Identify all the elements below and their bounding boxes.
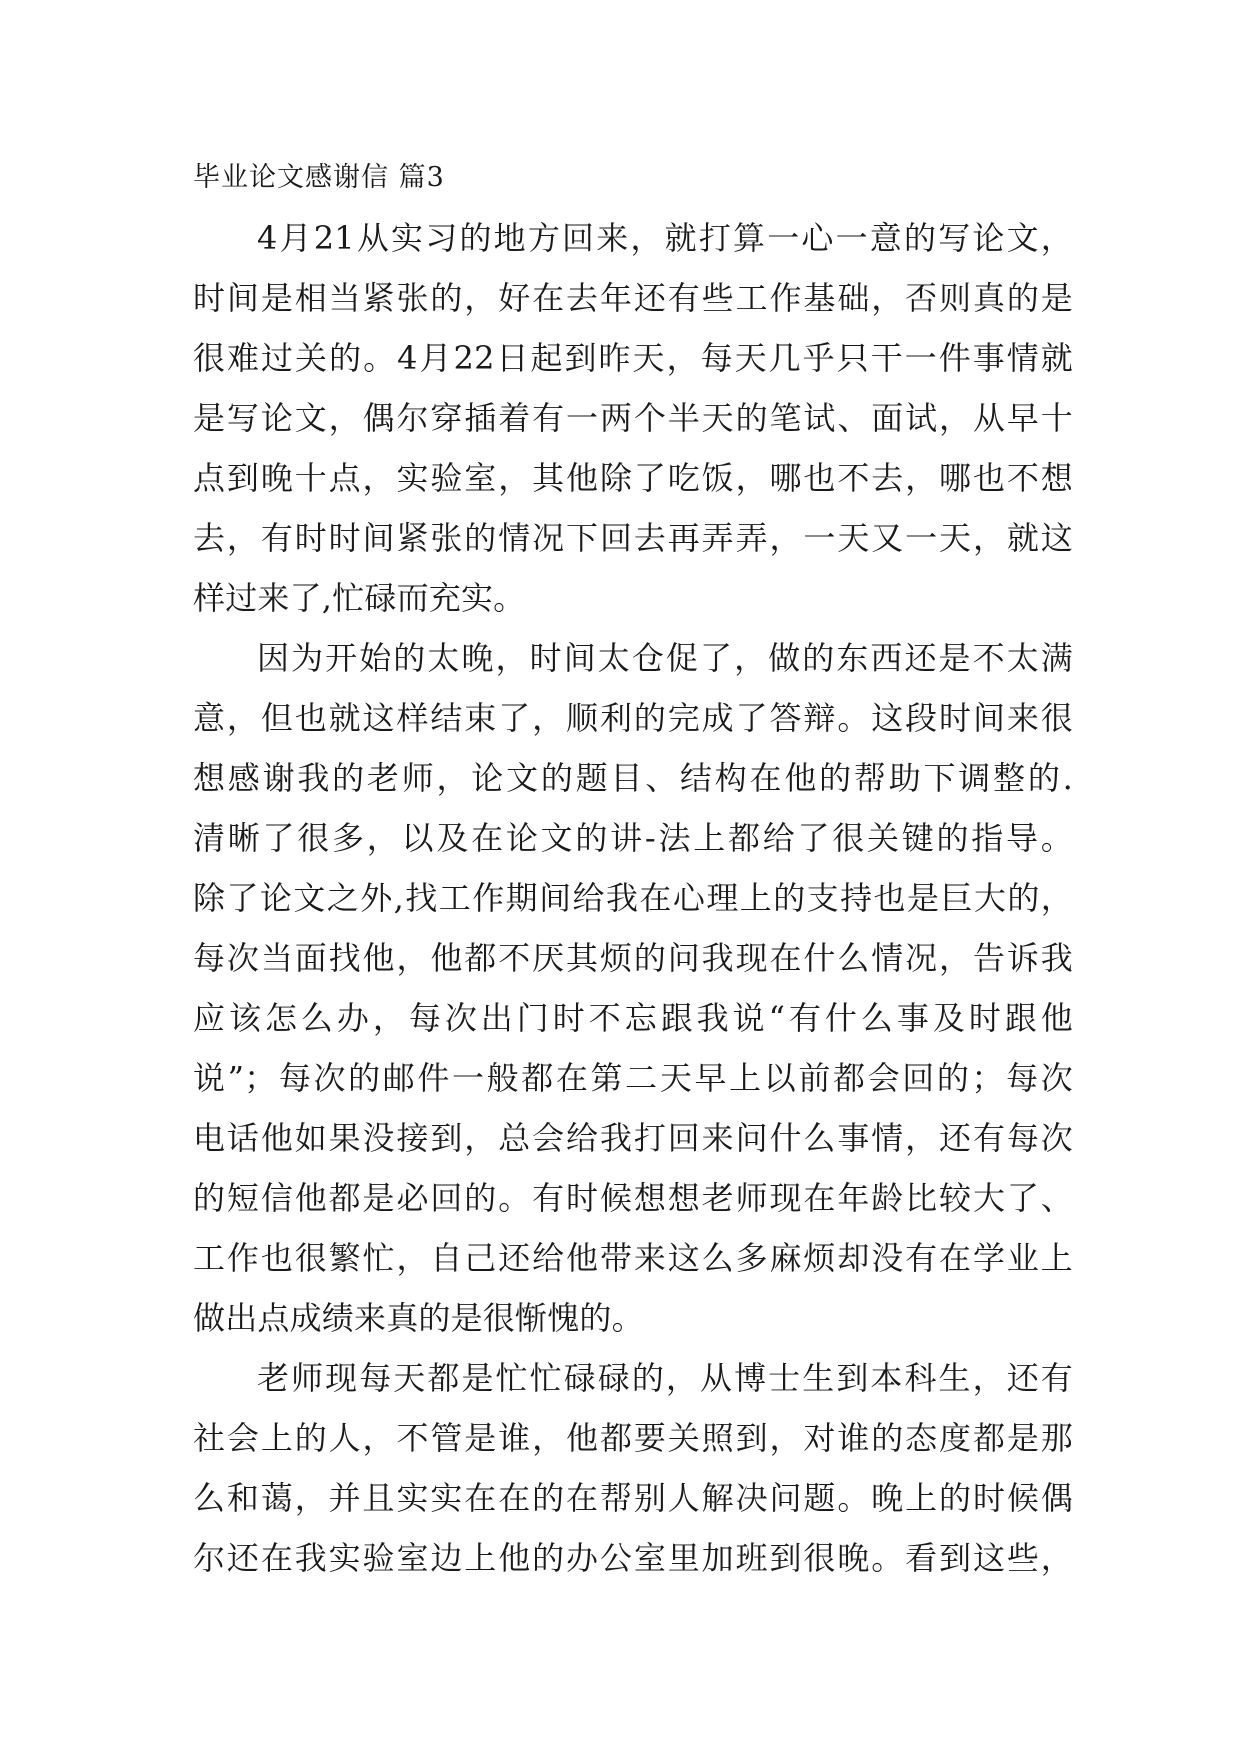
text-line: 除了论文之外,找工作期间给我在心理上的支持也是巨大的， (193, 879, 1073, 917)
paragraph-1 (193, 208, 1073, 628)
text-line: 4月21从实习的地方回来，就打算一心一意的写论文， (257, 219, 1073, 257)
text-line: 社会上的人，不管是谁，他都要关照到，对谁的态度都是那 (193, 1419, 1073, 1457)
text-line: 样过来了,忙碌而充实。 (193, 579, 526, 617)
text-line: 工作也很繁忙，自己还给他带来这么多麻烦却没有在学业上 (193, 1239, 1073, 1277)
text-line: 想感谢我的老师，论文的题目、结构在他的帮助下调整的. (193, 759, 1073, 797)
text-line: 是写论文，偶尔穿插着有一两个半天的笔试、面试，从早十 (193, 399, 1073, 437)
text-line: 点到晚十点，实验室，其他除了吃饭，哪也不去，哪也不想 (193, 459, 1073, 497)
paragraph-3 (193, 1348, 1073, 1588)
paragraph-2 (193, 628, 1073, 1348)
text-line: 应该怎么办，每次出门时不忘跟我说“有什么事及时跟他 (193, 999, 1073, 1037)
text-line: 意，但也就这样结束了，顺利的完成了答辩。这段时间来很 (193, 699, 1073, 737)
text-line: 么和蔼，并且实实在在的在帮别人解决问题。晚上的时候偶 (193, 1479, 1073, 1517)
document-title: 毕业论文感谢信 篇3 (193, 162, 445, 193)
text-line: 的短信他都是必回的。有时候想想老师现在年龄比较大了、 (193, 1179, 1073, 1217)
text-line: 因为开始的太晚，时间太仓促了，做的东西还是不太满 (257, 639, 1073, 677)
text-line: 时间是相当紧张的，好在去年还有些工作基础，否则真的是 (193, 279, 1073, 317)
text-line: 清晰了很多，以及在论文的讲-法上都给了很关键的指导。 (193, 819, 1073, 857)
text-line: 尔还在我实验室边上他的办公室里加班到很晚。看到这些， (193, 1539, 1073, 1577)
text-line: 说”；每次的邮件一般都在第二天早上以前都会回的；每次 (193, 1059, 1073, 1097)
text-line: 很难过关的。4月22日起到昨天，每天几乎只干一件事情就 (193, 339, 1073, 377)
text-line: 做出点成绩来真的是很惭愧的。 (193, 1299, 644, 1337)
text-line: 每次当面找他，他都不厌其烦的问我现在什么情况，告诉我 (193, 939, 1073, 977)
text-line: 电话他如果没接到，总会给我打回来问什么事情，还有每次 (193, 1119, 1073, 1157)
text-line: 去，有时时间紧张的情况下回去再弄弄，一天又一天，就这 (193, 519, 1073, 557)
text-line: 老师现每天都是忙忙碌碌的，从博士生到本科生，还有 (257, 1359, 1073, 1397)
document-page (193, 148, 1073, 1588)
